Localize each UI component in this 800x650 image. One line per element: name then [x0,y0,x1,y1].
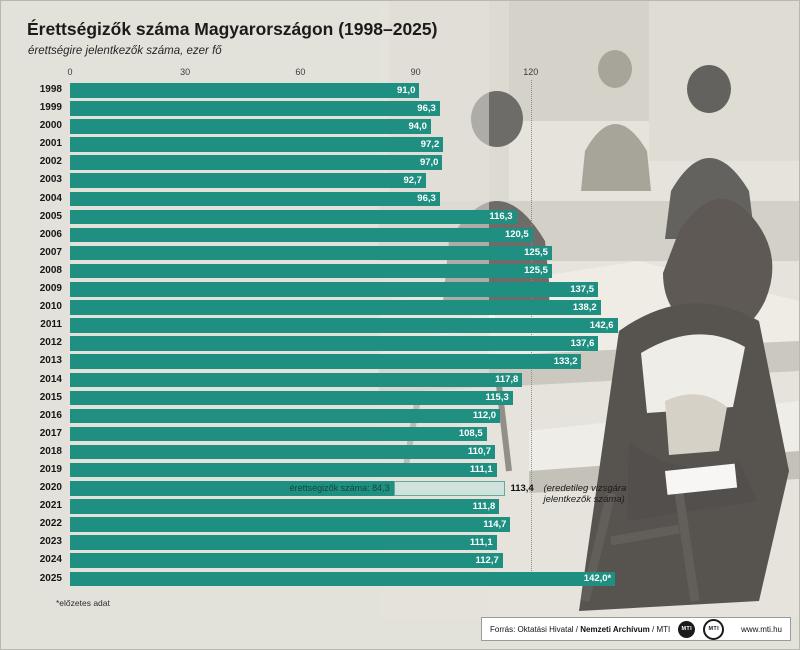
bar-value-2017: 108,5 [458,428,483,440]
chart-row [28,552,648,570]
bar-value-2011: 142,6 [589,319,614,331]
bar-2024[interactable] [70,553,503,568]
bar-value-2024: 112,7 [475,554,499,566]
bar-value-2005: 116,3 [489,211,513,223]
y-axis-label-2006: 2006 [39,228,62,240]
bar-2006[interactable] [70,228,533,243]
bar-track [70,373,648,388]
chart-row [28,82,648,100]
chart-rows [28,82,648,589]
chart-row [28,335,648,353]
y-axis-label-2015: 2015 [39,391,62,403]
chart-row [28,263,648,281]
bar-value-2000: 94,0 [408,120,427,132]
source-archive: Nemzeti Archívum [580,624,650,634]
source-text [490,625,670,634]
bar-track [70,572,648,587]
bar-value-2003: 92,7 [403,174,422,186]
y-axis-label-2022: 2022 [39,518,62,530]
y-axis-label-2019: 2019 [39,463,62,475]
bar-track [70,427,648,442]
chart-row [28,172,648,190]
bar-2023[interactable] [70,535,497,550]
chart-subtitle: érettségire jelentkezők száma, ezer fő [28,45,222,57]
chart-row [28,299,648,317]
bar-value-2004: 96,3 [417,193,436,205]
y-axis-label-2020: 2020 [39,482,62,494]
source-suffix: / MTI [652,624,671,634]
y-axis-label-2024: 2024 [39,554,62,566]
chart-row [28,227,648,245]
chart-row [28,372,648,390]
y-axis-label-2023: 2023 [39,536,62,548]
bar-track [70,445,648,460]
chart-row [28,245,648,263]
chart-row [28,191,648,209]
y-axis-label-1998: 1998 [39,84,62,95]
chart-row [28,534,648,552]
chart-row [28,281,648,299]
chart-row [28,209,648,227]
chart-row [28,498,648,516]
chart-row [28,390,648,408]
bar-value-2023: 111,1 [469,536,493,548]
y-axis-label-2002: 2002 [39,156,62,168]
bar-2001[interactable] [70,137,443,152]
bar-2007[interactable] [70,246,552,261]
y-axis-label-2013: 2013 [39,355,62,367]
y-axis-label-2001: 2001 [39,138,62,150]
bar-value-2013: 133,2 [553,355,578,367]
bar-2022[interactable] [70,517,510,532]
bar-2014[interactable] [70,373,522,388]
bar-track [70,192,648,207]
bar-track [70,83,648,98]
y-axis-label-1999: 1999 [39,102,62,114]
bar-2019[interactable] [70,463,497,478]
chart-row [28,516,648,534]
bar-chart [28,67,648,587]
chart-row [28,317,648,335]
bar-track [70,535,648,550]
chart-row [28,426,648,444]
bar-track [70,210,648,225]
bar-track [70,119,648,134]
y-axis-label-2008: 2008 [39,264,62,276]
bar-track [70,246,648,261]
x-tick-60: 60 [295,67,306,77]
bar-2010[interactable] [70,300,601,315]
y-axis-label-2004: 2004 [39,192,62,204]
bar-value-1998: 91,0 [396,84,416,96]
y-axis-label-2011: 2011 [40,319,62,331]
annotation-inside-2020: érettségizők száma: 84,3 [289,483,390,494]
y-axis-label-2009: 2009 [39,283,62,295]
chart-row [28,136,648,154]
chart-row [28,462,648,480]
bar-1998[interactable] [70,83,419,98]
chart-row [28,408,648,426]
x-tick-0: 0 [67,67,73,77]
bar-track [70,336,648,351]
bar-2004[interactable] [70,192,440,207]
bar-track [70,155,648,170]
y-axis-label-2014: 2014 [39,373,62,385]
bar-2009[interactable] [70,282,598,297]
bar-value-2022: 114,7 [483,518,507,530]
y-axis-label-2016: 2016 [39,409,62,421]
chart-row [28,444,648,462]
bar-value-2014: 117,8 [495,374,519,385]
y-axis-label-2017: 2017 [39,427,62,439]
y-axis-label-2021: 2021 [39,500,62,512]
bar-2011[interactable] [70,318,618,333]
x-tick-120: 120 [523,67,539,77]
bar-value-2007: 125,5 [524,247,548,259]
chart-row [28,118,648,136]
chart-row [28,154,648,172]
x-tick-90: 90 [410,67,421,77]
bar-track [70,137,648,152]
y-axis-label-2025: 2025 [39,572,62,584]
bar-2008[interactable] [70,264,552,279]
bar-track [70,318,648,333]
mti-logo-icon: MTI [678,621,695,638]
bar-2018[interactable] [70,445,495,460]
bar-2016[interactable] [70,409,500,424]
bar-track [70,354,648,369]
bar-value-2012: 137,6 [570,337,595,349]
y-axis-label-2003: 2003 [39,174,62,186]
bar-track [70,282,648,297]
footnote: *előzetes adat [56,598,110,608]
bar-2021[interactable] [70,499,499,514]
y-axis-label-2012: 2012 [39,337,62,349]
bar-value-2020: 113,4 [510,482,534,494]
bar-value-2021: 111,8 [472,500,496,512]
bar-track [70,264,648,279]
bar-track [70,173,648,188]
bar-2002[interactable] [70,155,442,170]
bar-value-2002: 97,0 [419,156,439,168]
bar-value-2019: 111,1 [469,464,493,476]
mti-logo-secondary-icon: MTI [703,619,724,640]
y-axis-label-2007: 2007 [39,246,62,258]
bar-2020-extension[interactable] [394,481,506,496]
bar-value-1999: 96,3 [417,102,436,114]
chart-row [28,353,648,371]
bar-2000[interactable] [70,119,431,134]
bar-2003[interactable] [70,173,426,188]
annotation-after-2020: (eredetileg vizsgára jelentkezők száma) [543,483,627,506]
bar-track [70,300,648,315]
bar-value-2015: 115,3 [485,392,509,404]
y-axis-label-2005: 2005 [39,210,62,222]
bar-track [70,463,648,478]
x-axis [28,67,648,81]
chart-row [28,100,648,118]
bar-value-2009: 137,5 [570,283,594,295]
bar-2012[interactable] [70,336,598,351]
y-axis-label-2018: 2018 [39,445,62,457]
y-axis-label-2010: 2010 [39,301,62,313]
bar-1999[interactable] [70,101,440,116]
bar-value-2006: 120,5 [504,229,529,241]
bar-value-2001: 97,2 [420,138,440,150]
bar-track [70,409,648,424]
x-tick-30: 30 [180,67,191,77]
bar-track [70,391,648,406]
bar-value-2016: 112,0 [472,410,497,422]
source-bar [481,617,791,641]
bar-track [70,228,648,243]
bar-2005[interactable] [70,210,517,225]
bar-2025[interactable] [70,572,615,587]
source-prefix: Forrás: Oktatási Hivatal / [490,624,579,634]
bar-value-2008: 125,5 [524,265,548,277]
bar-2015[interactable] [70,391,513,406]
chart-row [28,571,648,589]
bar-value-2025: 142,0* [583,573,612,585]
y-axis-label-2000: 2000 [39,120,62,132]
bar-value-2018: 110,7 [467,446,492,458]
bar-track [70,517,648,532]
bar-value-2010: 138,2 [572,301,597,313]
bar-track [70,553,648,568]
bar-track [70,101,648,116]
bar-track [70,499,648,514]
source-url[interactable]: www.mti.hu [741,624,782,634]
bar-2013[interactable] [70,354,581,369]
bar-2017[interactable] [70,427,487,442]
page-title: Érettségizők száma Magyarországon (1998–2025) [27,19,438,39]
